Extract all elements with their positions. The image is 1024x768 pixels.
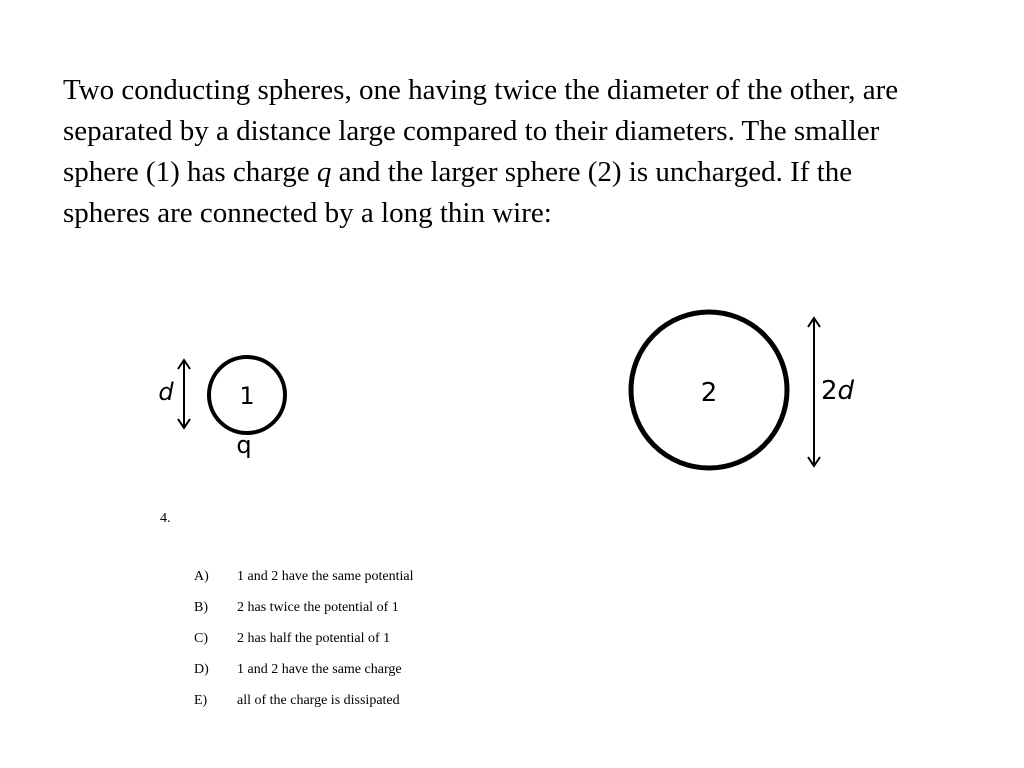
choice-c-text: 2 has half the potential of 1 [237,631,391,646]
large-sphere-label: 2 [700,378,718,408]
choice-e-letter: E) [194,693,208,708]
large-diameter-label [821,376,855,406]
small-diameter-label: d [158,378,174,406]
choice-a[interactable] [194,569,414,600]
choice-c-letter: C) [194,631,208,646]
choice-d-text: 1 and 2 have the same charge [237,662,402,677]
choice-b[interactable] [194,600,414,631]
large-diameter-var: d [837,376,855,406]
large-diameter-arrow [808,318,820,466]
choice-a-letter: A) [194,569,209,584]
choice-b-letter: B) [194,600,208,615]
charge-variable-q: q [316,156,332,188]
small-sphere-label: 1 [239,382,255,410]
small-sphere-charge: q [236,431,252,459]
choice-c[interactable] [194,631,414,662]
problem-text-part2: and the larger sphere (2) is uncharged. If the spheres are connected by a long thin wire: [63,156,853,229]
choice-d[interactable] [194,662,414,693]
choice-a-text: 1 and 2 have the same potential [237,569,414,584]
small-diameter-arrow [178,360,190,428]
large-diameter-coef: 2 [821,376,838,406]
choice-d-letter: D) [194,662,209,677]
choice-e[interactable] [194,693,414,724]
choice-e-text: all of the charge is dissipated [237,693,400,708]
choice-b-text: 2 has twice the potential of 1 [237,600,399,615]
question-number: 4. [160,511,171,526]
problem-text-part1: Two conducting spheres, one having twice the diameter of the other, are separated by a distance large compared to their diameters. The smaller sphere (1) has charge [63,74,899,188]
answer-choices [194,569,414,724]
